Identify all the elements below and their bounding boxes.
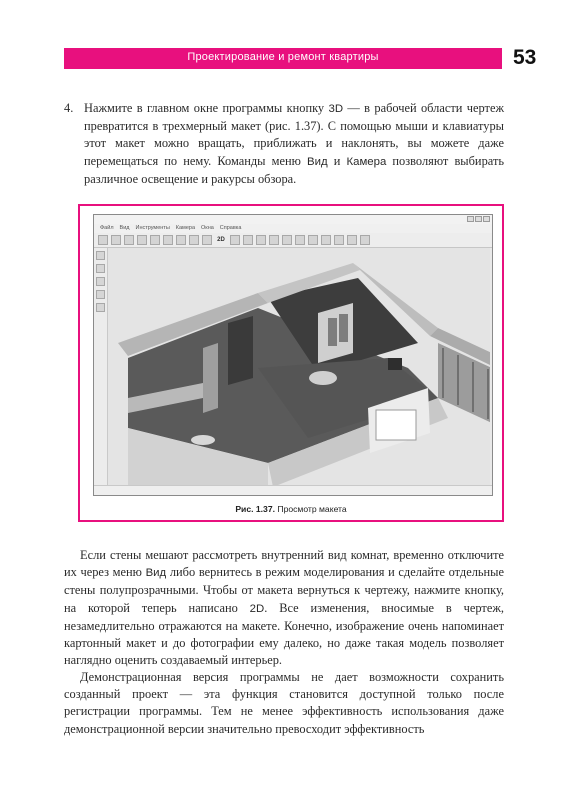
body-text-part: Если стены мешают рассмотреть внутренний вид комнат, временно отключите их через меню xyxy=(64,548,504,580)
body-text-part: . Все изменения, вносимые в чертеж, незамедлительно отражаются на макете. Конечно, изображение очень напоминает картонный макет и до фотографии ему далеко, но даже такая модель позволяет наглядно оценить создаваемый интерьер. xyxy=(64,600,504,668)
side-toolbar xyxy=(94,248,108,485)
wall-icon xyxy=(295,235,305,245)
cut-icon xyxy=(150,235,160,245)
page-number: 53 xyxy=(513,46,537,69)
close-icon xyxy=(483,216,490,222)
status-bar xyxy=(94,485,492,495)
camera-icon xyxy=(230,235,240,245)
zoom-in-icon xyxy=(334,235,344,245)
step-text xyxy=(84,100,504,188)
caption-text: Просмотр макета xyxy=(275,504,347,514)
3d-viewport xyxy=(108,248,490,485)
grid-icon xyxy=(282,235,292,245)
body-text-part: либо вернитесь в режим моделирования и сделайте отдельные стены полупрозрачными. Чтобы от макета вернуться к чертежу, нажмите кнопку, на которой теперь написано xyxy=(64,565,505,615)
menu-item: Инструменты xyxy=(135,225,170,231)
step-text-part: и xyxy=(327,153,347,168)
fit-view-icon xyxy=(96,303,105,312)
menu-item: Камера xyxy=(175,225,196,231)
redo-icon xyxy=(202,235,212,245)
button-name-3d: 3D xyxy=(328,103,344,115)
menu-name-view: Вид xyxy=(306,155,328,168)
body-paragraph-1 xyxy=(64,547,504,669)
figure-caption xyxy=(80,504,502,514)
menu-item: Вид xyxy=(119,225,130,231)
menu-item: Файл xyxy=(100,225,114,231)
program-window-screenshot xyxy=(93,214,493,496)
door-icon xyxy=(308,235,318,245)
rotate-icon xyxy=(256,235,266,245)
window-menubar xyxy=(94,224,492,233)
light-icon xyxy=(243,235,253,245)
caption-number: Рис. 1.37. xyxy=(235,504,275,514)
menu-name-camera: Камера xyxy=(346,155,387,168)
paste-icon xyxy=(176,235,186,245)
rotate-view-icon xyxy=(96,264,105,273)
hand-pan-icon xyxy=(96,290,105,299)
walk-icon xyxy=(96,277,105,286)
copy-icon xyxy=(163,235,173,245)
save-file-icon xyxy=(124,235,134,245)
header-band xyxy=(64,48,502,69)
body-paragraph-2: Демонстрационная версия программы не дает возможности сохранить созданный проект — эта функция становится доступной только после регистрации программы. Тем не менее эффективность использования даже демонстрационной версии значительно превосходит эффективность xyxy=(64,670,504,736)
step-text-part: Нажмите в главном окне программы кнопку xyxy=(84,101,329,115)
open-file-icon xyxy=(111,235,121,245)
texture-icon xyxy=(269,235,279,245)
menu-item: Окна xyxy=(201,225,214,231)
maximize-icon xyxy=(475,216,482,222)
window-toolbar xyxy=(94,233,492,248)
step-4-paragraph xyxy=(64,100,504,188)
select-arrow-icon xyxy=(96,251,105,260)
menu-name-view: Вид xyxy=(145,567,167,580)
step-text-part: — в рабочей области чертеж превратится в трехмерный макет (рис. 1.37). С помощью мыши и клавиатуры этот макет можно вращать, приближать и наклонять, вы можете даже перемещаться по нему. Команды меню xyxy=(84,101,504,168)
minimize-icon xyxy=(467,216,474,222)
running-title: Проектирование и ремонт квартиры xyxy=(187,51,379,63)
toggle-2d-button: 2D xyxy=(217,237,225,243)
undo-icon xyxy=(189,235,199,245)
step-text-part: позволяют выбирать различное освещение и ракурсы обзора. xyxy=(84,153,505,186)
window-buttons xyxy=(467,216,490,222)
3d-apartment-model xyxy=(108,248,490,485)
figure-1-37 xyxy=(78,204,504,522)
help-icon xyxy=(360,235,370,245)
menu-item: Справка xyxy=(219,225,242,231)
button-name-2d: 2D xyxy=(249,602,265,615)
window-icon xyxy=(321,235,331,245)
print-icon xyxy=(137,235,147,245)
new-file-icon xyxy=(98,235,108,245)
zoom-out-icon xyxy=(347,235,357,245)
step-number: 4. xyxy=(64,101,74,115)
